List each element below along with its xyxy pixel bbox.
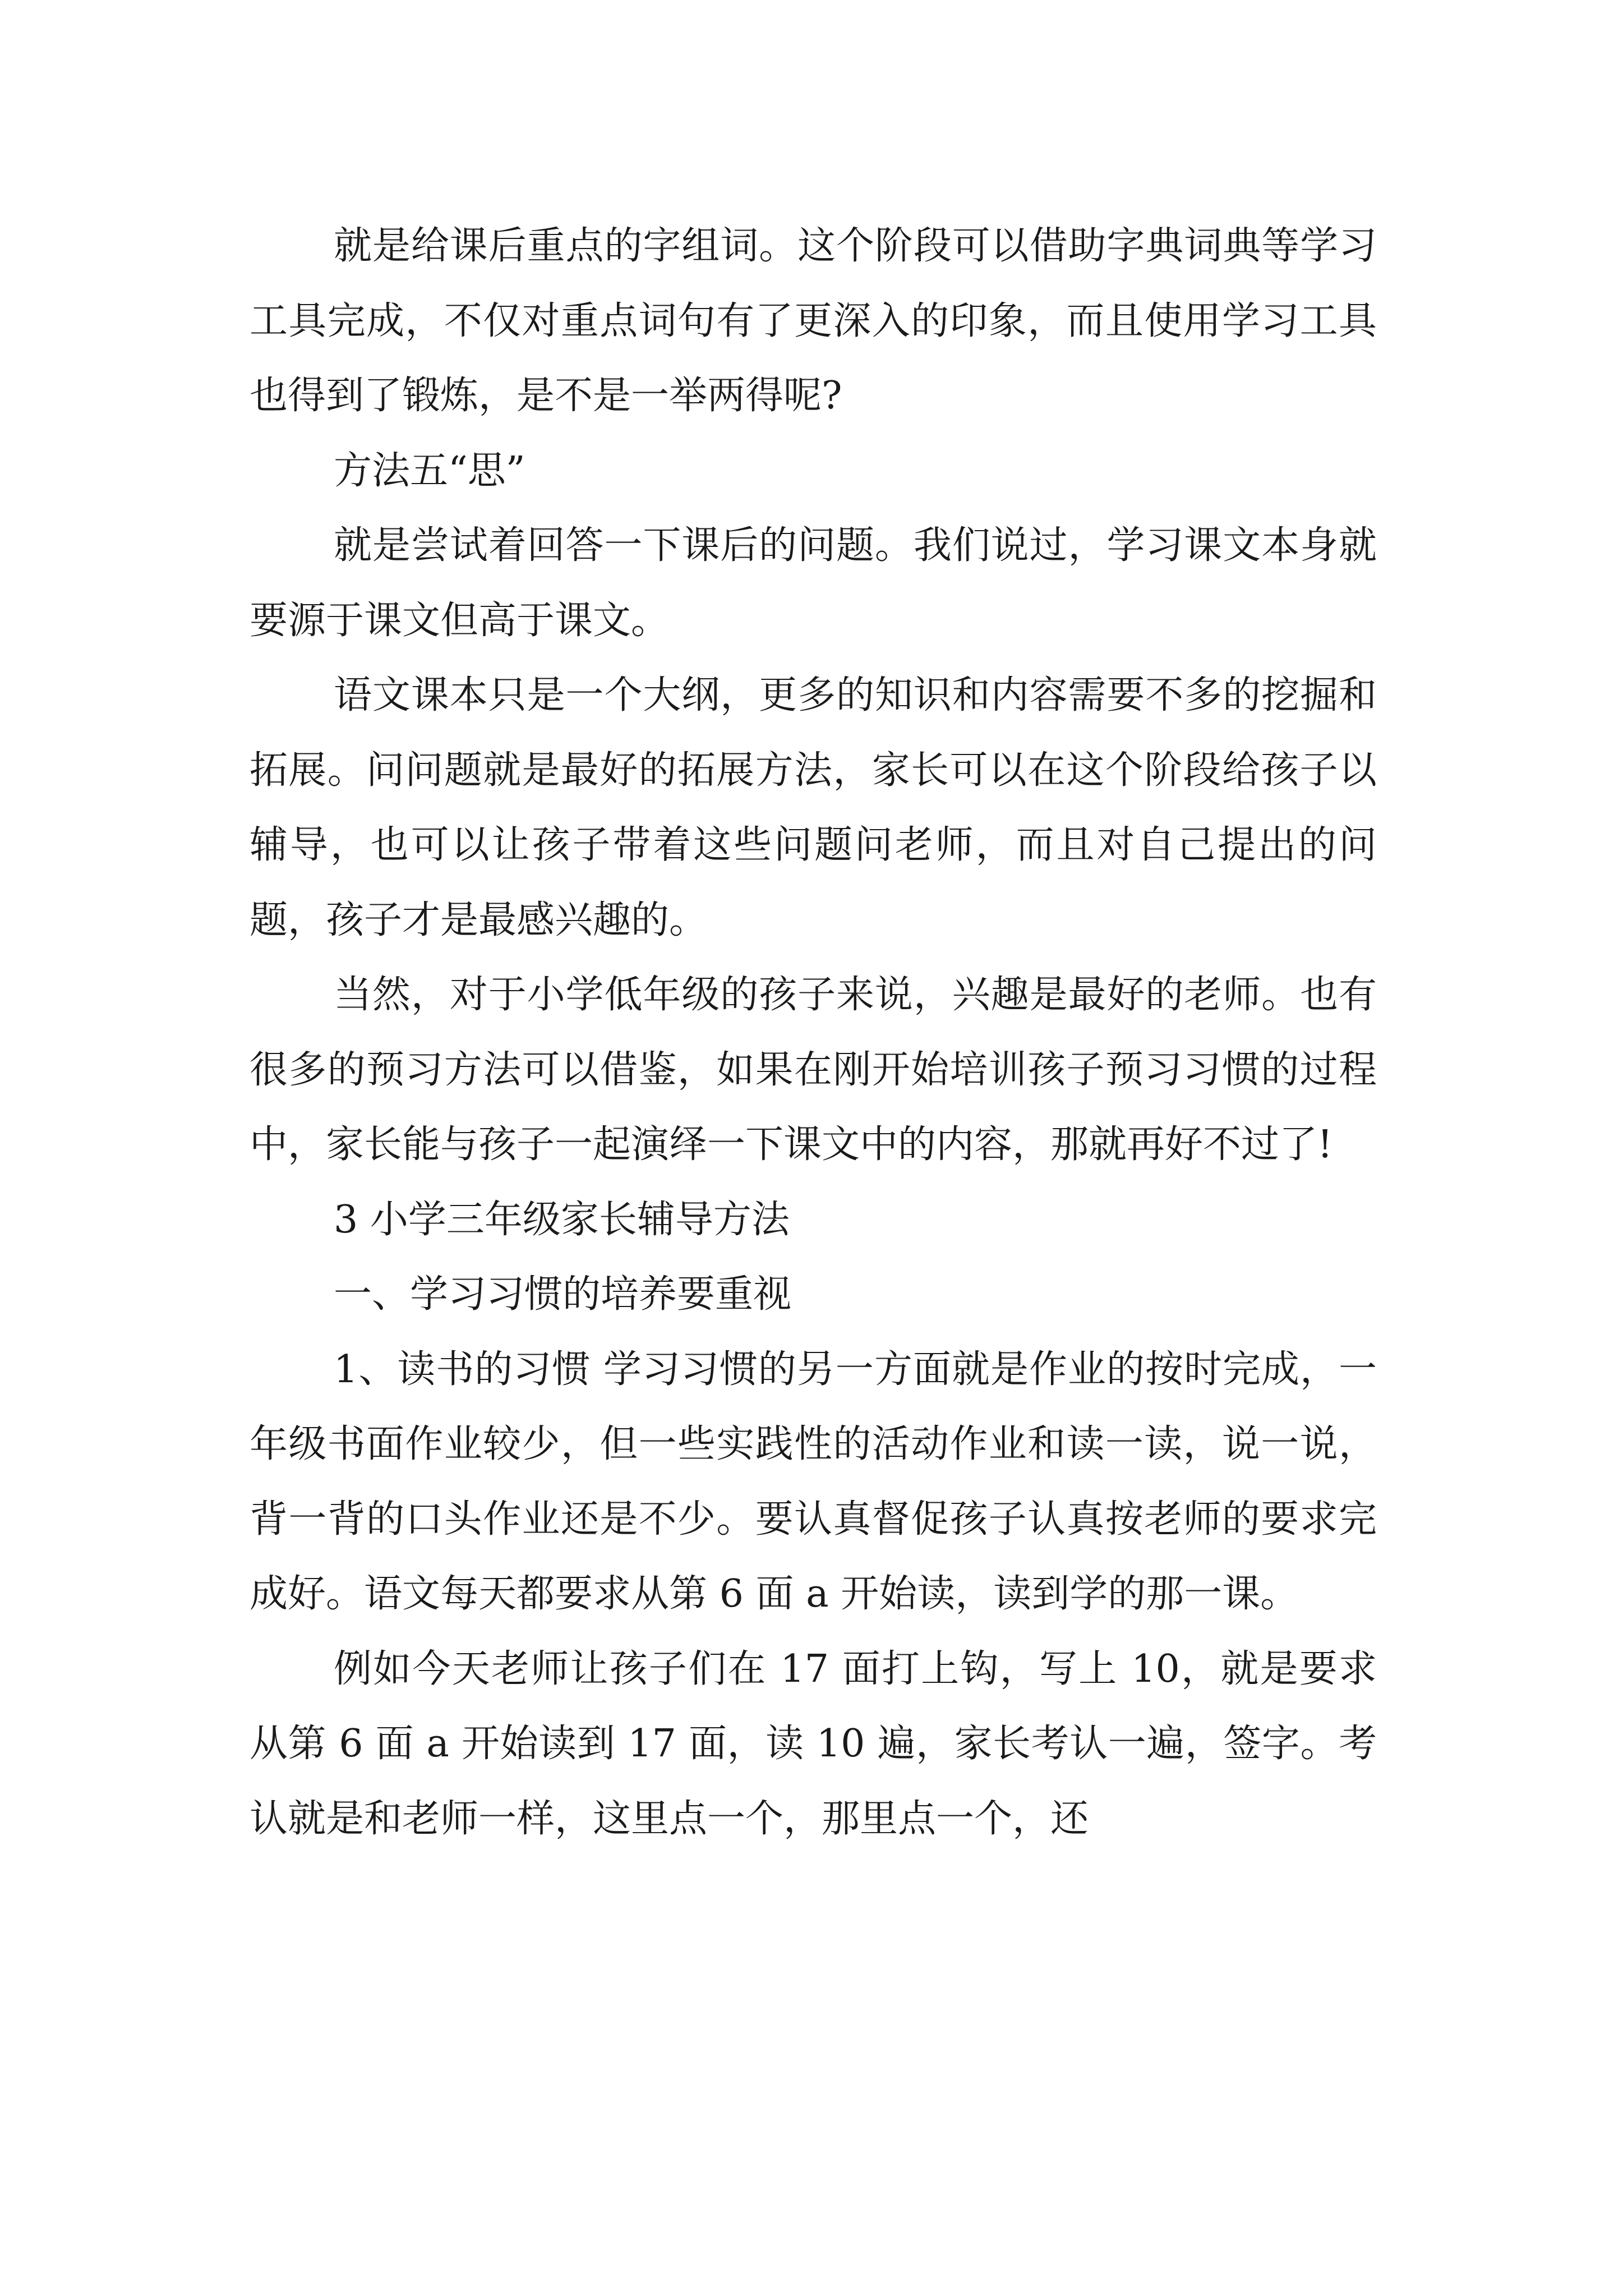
paragraph-interest-teacher: 当然，对于小学低年级的孩子来说，兴趣是最好的老师。也有很多的预习方法可以借鉴，如果在刚开始培训孩子预习习惯的过程中，家长能与孩子一起演绎一下课文中的内容，那就再好不过了! xyxy=(250,973,1377,1167)
heading-method-five: 方法五“思” xyxy=(334,448,525,493)
subheading-study-habits: 一、学习习惯的培养要重视 xyxy=(334,1272,792,1317)
paragraph-textbook-outline: 语文课本只是一个大纲，更多的知识和内容需要不多的挖掘和拓展。问问题就是最好的拓展方法，家长可以在这个阶段给孩子以辅导，也可以让孩子带着这些问题问老师，而且对自己提出的问题，孩子才是最感兴趣的。 xyxy=(250,673,1377,942)
paragraph-example-today: 例如今天老师让孩子们在 17 面打上钩，写上 10，就是要求从第 6 面 a 开始读到 17 面，读 10 遍，家长考认一遍，签字。考认就是和老师一样，这里点一个，那里点一个，还 xyxy=(250,1646,1377,1841)
paragraph-answer-questions: 就是尝试着回答一下课后的问题。我们说过，学习课文本身就要源于课文但高于课文。 xyxy=(250,523,1377,643)
paragraph-reading-habit: 1、读书的习惯 学习习惯的另一方面就是作业的按时完成，一年级书面作业较少，但一些实践性的活动作业和读一读，说一说，背一背的口头作业还是不少。要认真督促孩子认真按老师的要求完成好。语文每天都要求从第 6 面 a 开始读，读到学的那一课。 xyxy=(250,1347,1377,1616)
document-body xyxy=(250,209,1377,1856)
section-heading-grade-three: 3 小学三年级家长辅导方法 xyxy=(334,1197,790,1242)
paragraph-compound-words: 就是给课后重点的字组词。这个阶段可以借助字典词典等学习工具完成，不仅对重点词句有了更深入的印象，而且使用学习工具也得到了锻炼，是不是一举两得呢? xyxy=(250,224,1377,418)
